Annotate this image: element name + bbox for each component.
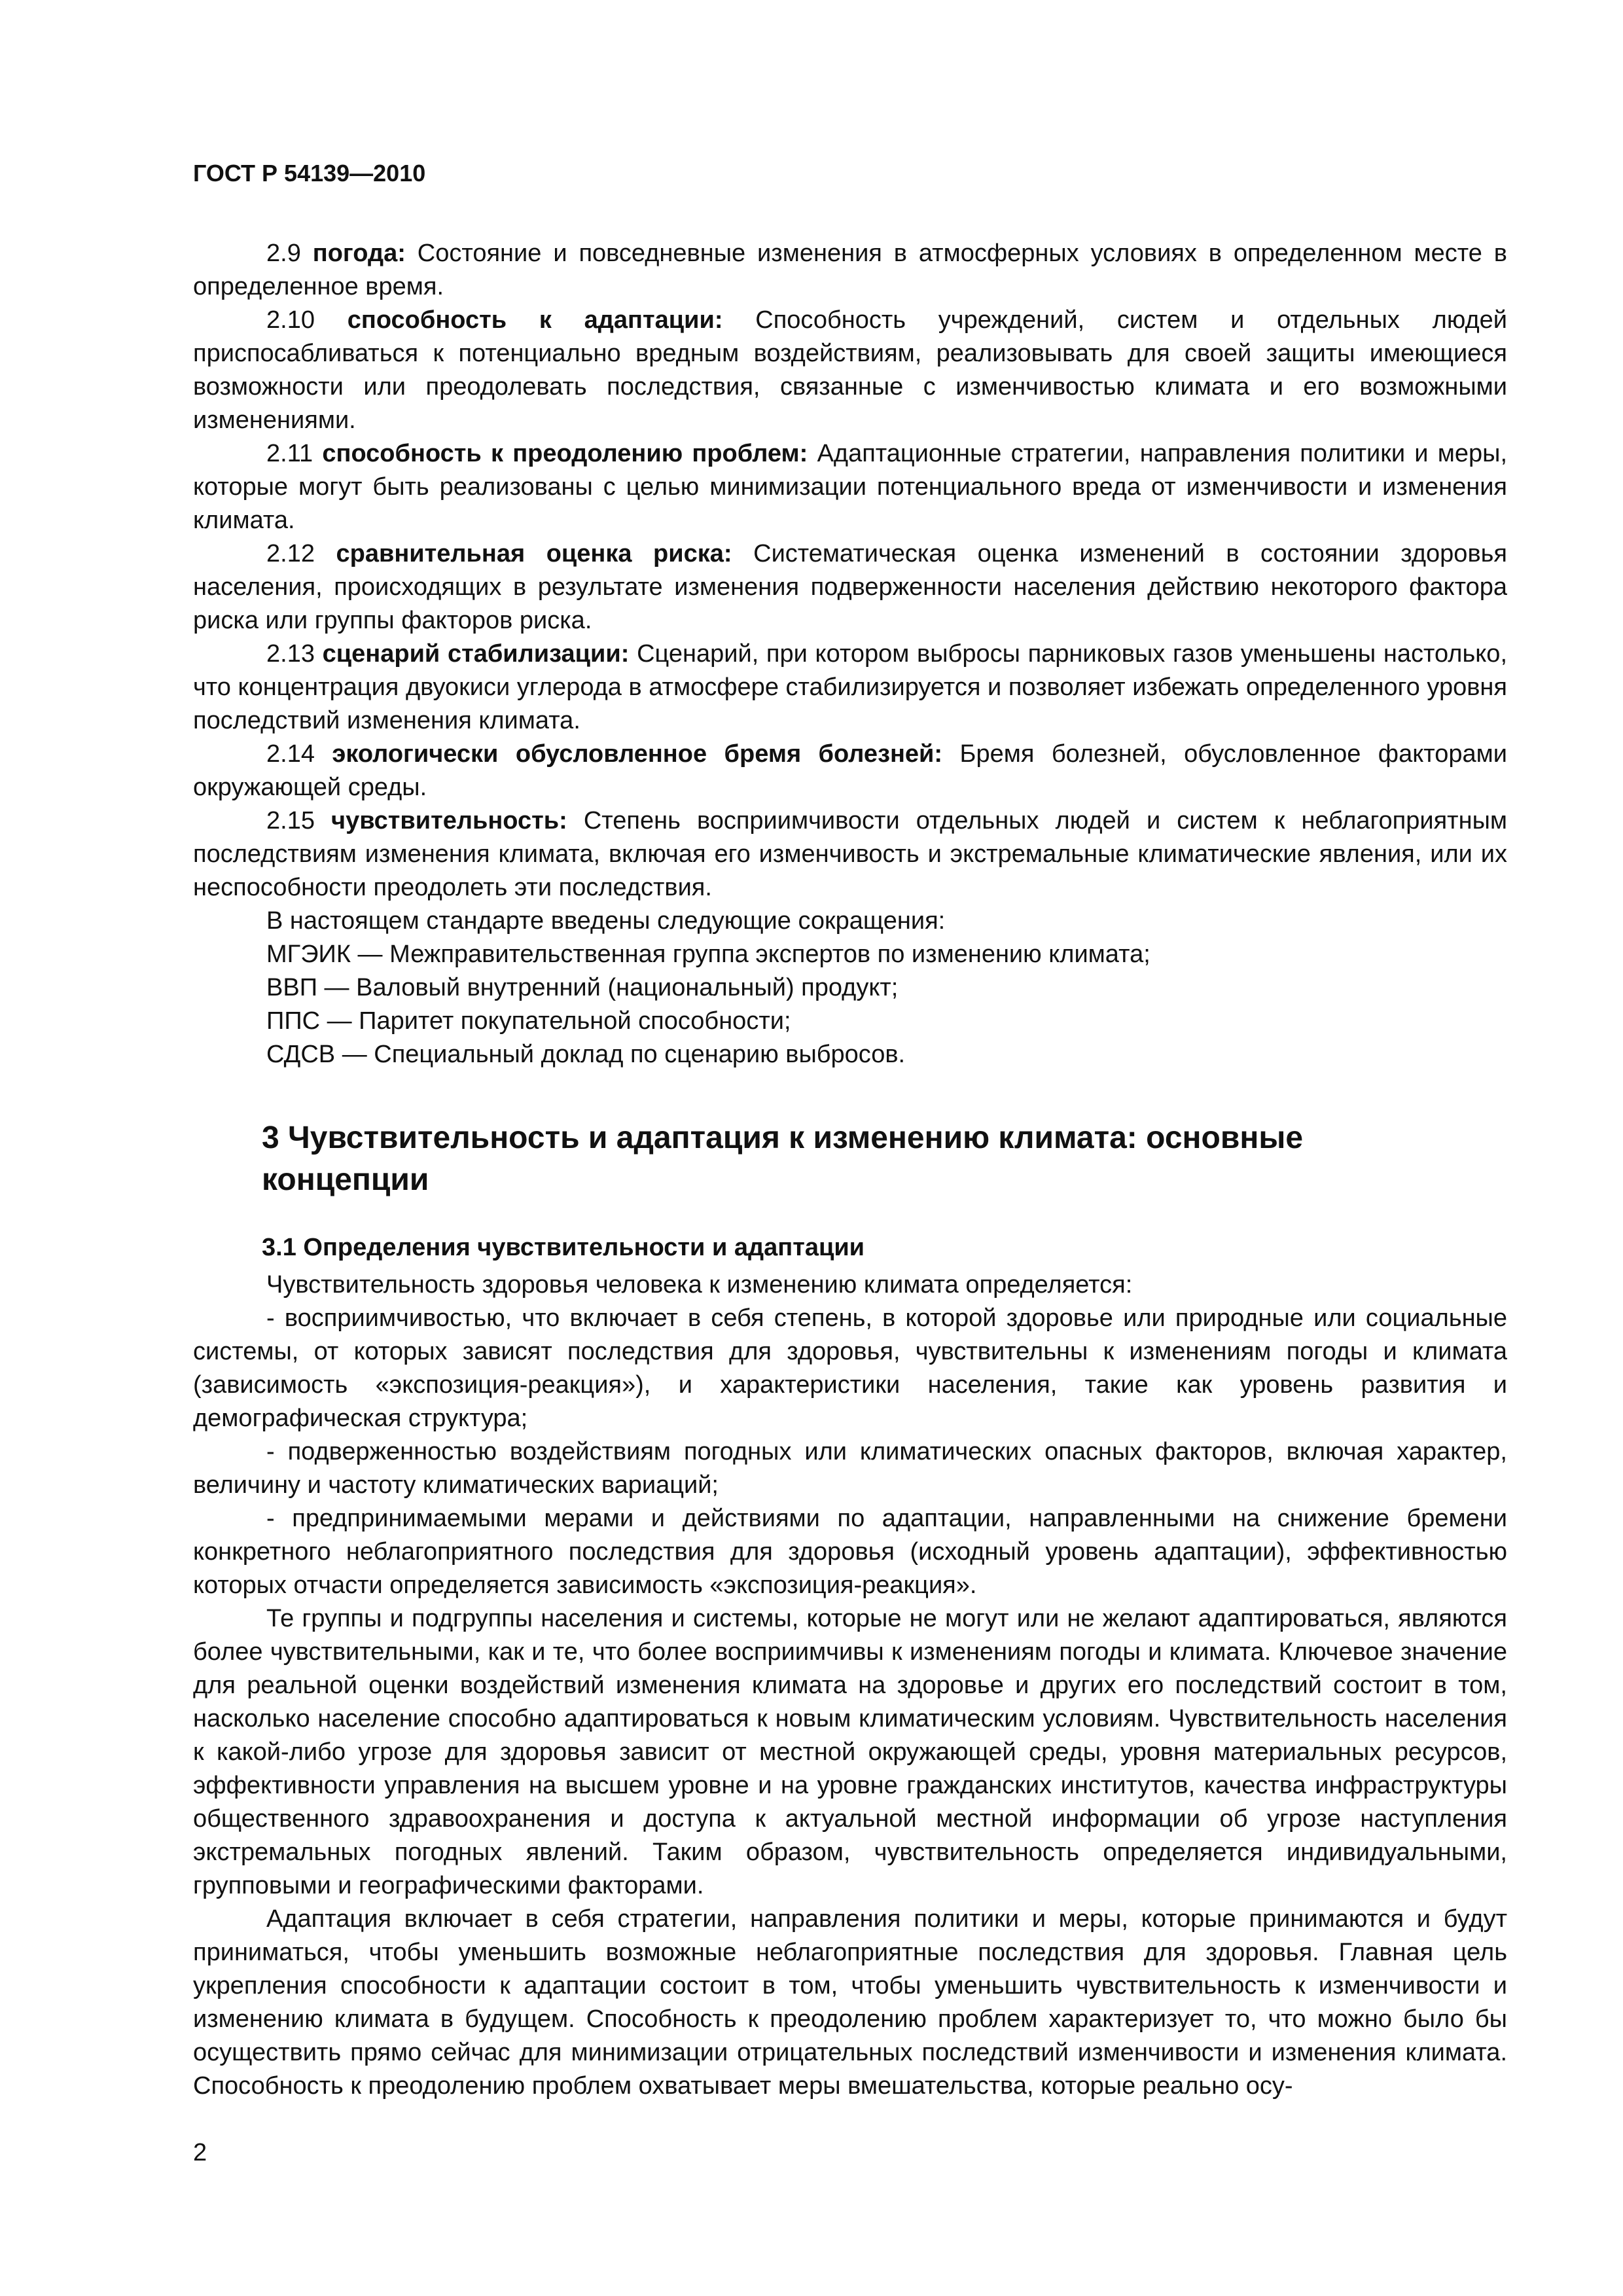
definition-term: способность к адаптации: [347, 306, 723, 334]
definition-number: 2.12 [266, 540, 315, 567]
definition-text: Сценарий, при котором выбросы парниковых газов уменьшены настолько, что концентрация двуокиси углерода в атмосфере стабилизируется и позволяет избежать определенного уровня последствий изменения климата. [193, 640, 1507, 734]
abbreviations-intro: В настоящем стандарте введены следующие сокращения: [266, 907, 946, 935]
definition-2-15 [193, 804, 1507, 905]
page-number: 2 [193, 2139, 207, 2166]
definition-2-13 [193, 637, 1507, 738]
definition-number: 2.9 [266, 240, 301, 267]
definition-term: чувствительность: [331, 807, 567, 834]
abbreviation-item: ВВП — Валовый внутренний (национальный) продукт; [266, 974, 899, 1001]
definition-text: Бремя болезней, обусловленное факторами окружающей среды. [193, 740, 1507, 801]
document-page [193, 157, 1507, 2103]
definition-text: Способность учреждений, систем и отдельных людей приспосабливаться к потенциально вредным воздействиям, реализовывать для своей защиты имеющиеся возможности или преодолевать последствия, связанные с изменчивостью климата и его возможными изменениями. [193, 306, 1508, 434]
definition-number: 2.10 [266, 306, 315, 334]
definition-term: способность к преодолению проблем: [322, 440, 808, 467]
definition-term: экологически обусловленное бремя болезней: [332, 740, 943, 768]
definition-number: 2.15 [266, 807, 315, 834]
definition-number: 2.14 [266, 740, 315, 768]
bullet-item: - предпринимаемыми мерами и действиями по адаптации, направленными на снижение бремени конкретного неблагоприятного последствия для здоровья (исходный уровень адаптации), эффективностью которых отчасти определяется зависимость «экспозиция-реакция». [193, 1505, 1507, 1599]
body-paragraph: Адаптация включает в себя стратегии, направления политики и меры, которые принимаются и будут приниматься, чтобы уменьшить возможные неблагоприятные последствия для здоровья. Главная цель укрепления способности к адаптации состоит в том, чтобы уменьшить чувствительность к изменчивости и изменению климата в будущем. Способность к преодолению проблем характеризует то, что можно было бы осуществить прямо сейчас для минимизации отрицательных последствий изменчивости и изменения климата. Способность к преодолению проблем охватывает меры вмешательства, которые реально осу- [193, 1905, 1507, 2100]
definition-number: 2.13 [266, 640, 315, 668]
definition-term: погода: [312, 240, 406, 267]
section-intro: Чувствительность здоровья человека к изменению климата определяется: [266, 1271, 1133, 1299]
definition-term: сценарий стабилизации: [322, 640, 630, 668]
definition-term: сравнительная оценка риска: [336, 540, 732, 567]
document-header: ГОСТ Р 54139—2010 [193, 160, 426, 187]
definition-2-9 [193, 237, 1507, 304]
definition-text: Состояние и повседневные изменения в атмосферных условиях в определенном месте в определенное время. [193, 240, 1507, 300]
subsection-3-1-title: 3.1 Определения чувствительности и адаптации [262, 1234, 865, 1261]
definition-number: 2.11 [266, 440, 313, 467]
definition-2-10 [193, 304, 1507, 437]
definition-2-14 [193, 738, 1507, 804]
definition-2-12 [193, 537, 1507, 637]
definition-text: Степень восприимчивости отдельных людей и систем к неблагоприятным последствиям изменения климата, включая его изменчивость и экстремальные климатические явления, или их неспособности преодолеть эти последствия. [193, 807, 1508, 901]
abbreviation-item: СДСВ — Специальный доклад по сценарию выбросов. [266, 1041, 906, 1068]
abbreviation-item: МГЭИК — Межправительственная группа экспертов по изменению климата; [266, 941, 1150, 968]
definition-2-11 [193, 437, 1507, 537]
definition-text: Адаптационные стратегии, направления политики и меры, которые могут быть реализованы с целью минимизации потенциального вреда от изменчивости и изменения климата. [193, 440, 1508, 534]
section-3-title: 3 Чувствительность и адаптация к изменению климата: основные концепции [262, 1121, 1304, 1197]
body-paragraph: Те группы и подгруппы населения и системы, которые не могут или не желают адаптироваться, являются более чувствительными, как и те, что более восприимчивы к изменениям погоды и климата. Ключевое значение для реальной оценки воздействий изменения климата на здоровье и других его последствий состоит в том, насколько население способно адаптироваться к новым климатическим условиям. Чувствительность населения к какой-либо угрозе для здоровья зависит от местной окружающей среды, уровня материальных ресурсов, эффективности управления на высшем уровне и на уровне гражданских институтов, качества инфраструктуры общественного здравоохранения и доступа к актуальной местной информации об угрозе наступления экстремальных погодных явлений. Таким образом, чувствительность определяется индивидуальными, групповыми и географическими факторами. [193, 1605, 1507, 1899]
bullet-item: - подверженностью воздействиям погодных или климатических опасных факторов, включая характер, величину и частоту климатических вариаций; [193, 1438, 1507, 1499]
abbreviation-item: ППС — Паритет покупательной способности; [266, 1007, 791, 1035]
bullet-item: - восприимчивостью, что включает в себя степень, в которой здоровье или природные или социальные системы, от которых зависят последствия для здоровья, чувствительны к изменениям погоды и климата (зависимость «экспозиция-реакция»), и характеристики населения, такие как уровень развития и демографическая структура; [193, 1304, 1507, 1432]
definition-text: Систематическая оценка изменений в состоянии здоровья населения, происходящих в результате изменения подверженности населения действию некоторого фактора риска или группы факторов риска. [193, 540, 1508, 634]
